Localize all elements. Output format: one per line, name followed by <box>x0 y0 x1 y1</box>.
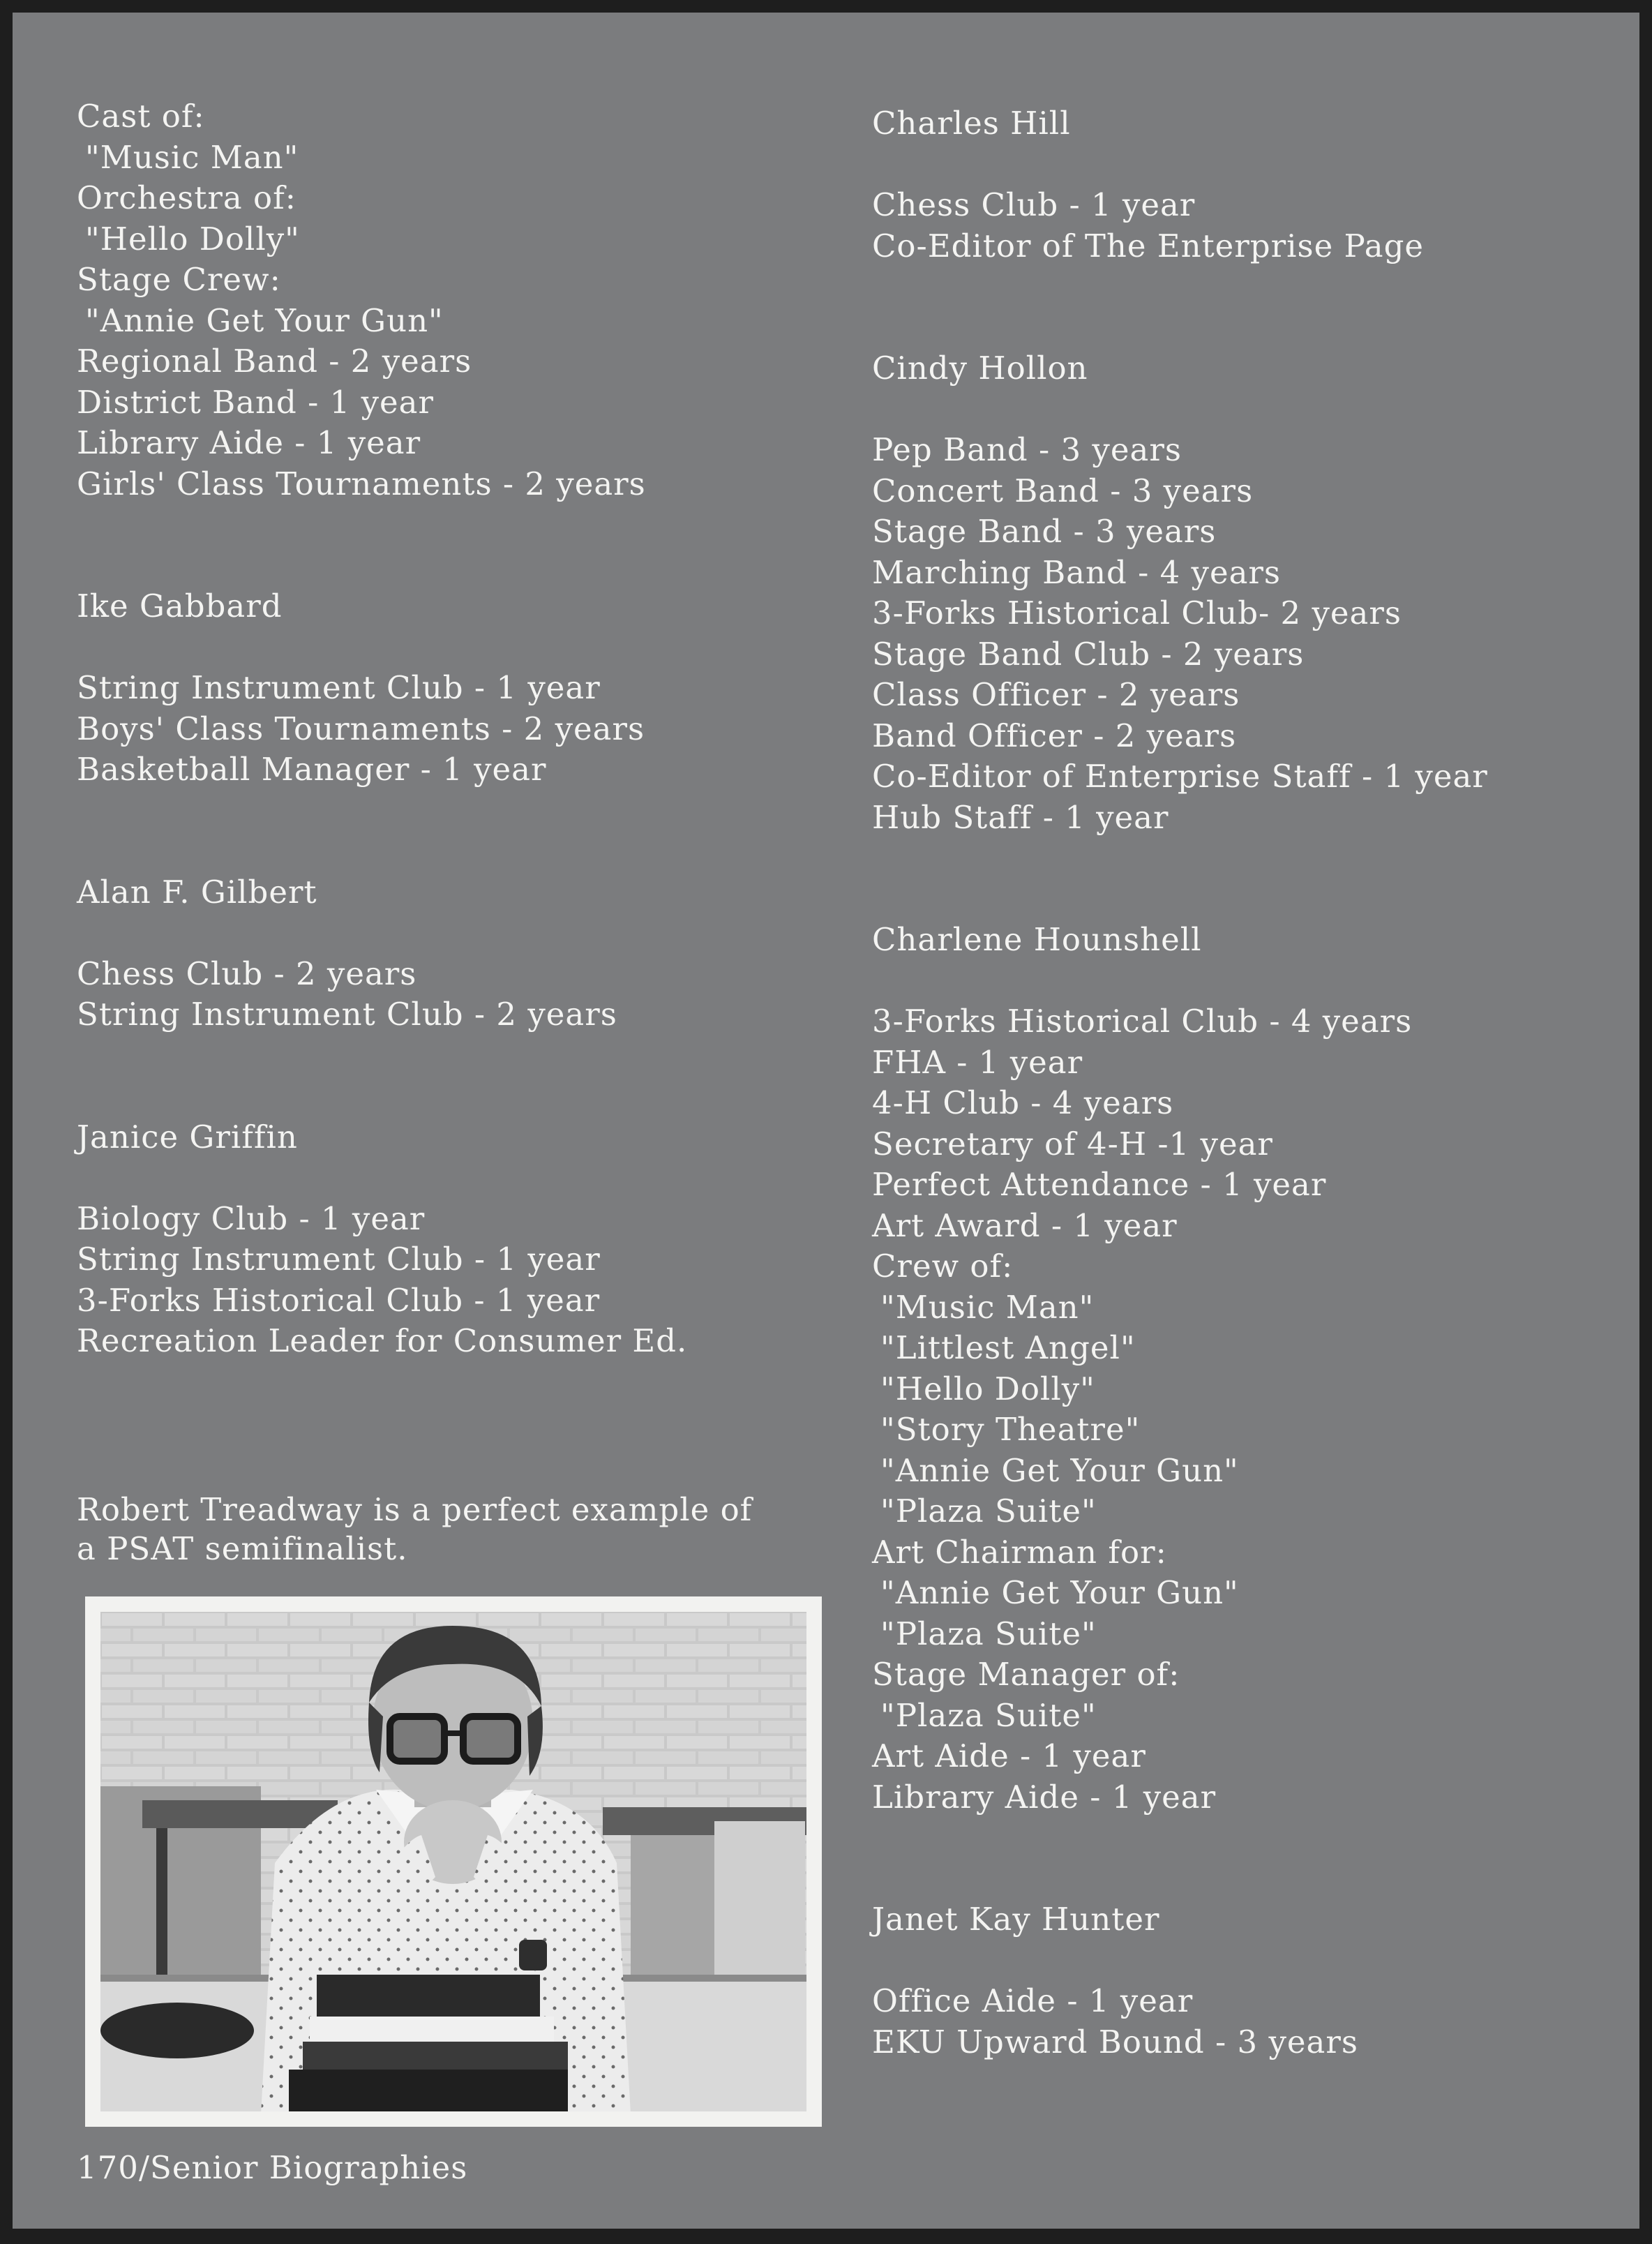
activity-line: Stage Crew: <box>77 261 281 298</box>
activity-line: "Annie Get Your Gun" <box>85 301 444 339</box>
activity-line: Stage Manager of: <box>872 1656 1180 1693</box>
senior-entry-hollon <box>872 348 1612 838</box>
activity-line: Hub Staff - 1 year <box>872 798 1169 836</box>
activity-line: FHA - 1 year <box>872 1043 1083 1081</box>
senior-name: Janice Griffin <box>77 1118 298 1155</box>
activity-line: "Littlest Angel" <box>880 1329 1136 1366</box>
activity-line: Boys' Class Tournaments - 2 years <box>77 710 645 747</box>
senior-name: Cindy Hollon <box>872 350 1088 387</box>
activity-line: 3-Forks Historical Club - 4 years <box>872 1003 1413 1040</box>
student-photo <box>85 1596 822 2127</box>
senior-entry-hounshell <box>872 920 1612 1818</box>
student-photo-illustration <box>100 1612 806 2111</box>
senior-entry-gabbard <box>77 586 851 791</box>
activity-line: Library Aide - 1 year <box>872 1778 1217 1816</box>
activity-line: Art Award - 1 year <box>872 1206 1178 1244</box>
senior-entry-griffin <box>77 1117 851 1362</box>
activity-line: Art Aide - 1 year <box>872 1737 1146 1774</box>
intro-activities <box>77 96 851 504</box>
activity-line: "Music Man" <box>85 138 299 176</box>
activity-line: "Annie Get Your Gun" <box>880 1451 1239 1489</box>
activity-line: Biology Club - 1 year <box>77 1199 426 1237</box>
left-column <box>77 96 851 1362</box>
activity-line: EKU Upward Bound - 3 years <box>872 2023 1358 2060</box>
activity-line: Class Officer - 2 years <box>872 676 1240 713</box>
activity-line: Stage Band Club - 2 years <box>872 635 1305 673</box>
activity-line: Library Aide - 1 year <box>77 424 421 461</box>
yearbook-page <box>13 13 1639 2229</box>
activity-line: "Hello Dolly" <box>880 1370 1095 1407</box>
activity-line: "Hello Dolly" <box>85 220 300 257</box>
activity-line: Orchestra of: <box>77 179 296 216</box>
activity-line: "Plaza Suite" <box>880 1493 1097 1529</box>
activity-line: District Band - 1 year <box>77 383 434 421</box>
activity-line: Chess Club - 2 years <box>77 955 417 992</box>
activity-line: Basketball Manager - 1 year <box>77 751 547 788</box>
activity-line: Concert Band - 3 years <box>872 472 1254 509</box>
senior-name: Charlene Hounshell <box>872 921 1202 958</box>
activity-line: Recreation Leader for Consumer Ed. <box>77 1322 688 1359</box>
senior-entry-hunter <box>872 1899 1612 2063</box>
senior-name: Alan F. Gilbert <box>77 873 317 911</box>
activity-line: Crew of: <box>872 1248 1014 1285</box>
activity-line: Regional Band - 2 years <box>77 343 472 380</box>
caption-line-1: Robert Treadway is a perfect example of <box>77 1491 753 1528</box>
activity-line: Marching Band - 4 years <box>872 553 1282 591</box>
activity-line: Pep Band - 3 years <box>872 431 1182 468</box>
right-column <box>872 103 1612 2063</box>
photo-caption <box>77 1490 858 1569</box>
activity-line: Office Aide - 1 year <box>872 1982 1194 2019</box>
activity-line: Perfect Attendance - 1 year <box>872 1166 1327 1203</box>
page-footer: 170/Senior Biographies <box>77 2149 468 2186</box>
activity-line: "Annie Get Your Gun" <box>880 1574 1239 1611</box>
activity-line: 3-Forks Historical Club - 1 year <box>77 1281 601 1319</box>
activity-line: String Instrument Club - 1 year <box>77 669 601 706</box>
activity-line: Secretary of 4-H -1 year <box>872 1125 1273 1162</box>
senior-name: Charles Hill <box>872 105 1071 142</box>
caption-line-2: a PSAT semifinalist. <box>77 1530 408 1567</box>
senior-name: Janet Kay Hunter <box>872 1901 1160 1938</box>
activity-line: Co-Editor of The Enterprise Page <box>872 227 1425 264</box>
activity-line: "Story Theatre" <box>880 1411 1141 1448</box>
activity-line: Co-Editor of Enterprise Staff - 1 year <box>872 758 1488 795</box>
activity-line: Art Chairman for: <box>872 1533 1167 1571</box>
senior-entry-hill <box>872 103 1612 267</box>
activity-line: Chess Club - 1 year <box>872 186 1196 223</box>
senior-entry-gilbert <box>77 872 851 1035</box>
activity-line: String Instrument Club - 2 years <box>77 996 617 1033</box>
activity-line: "Music Man" <box>880 1288 1095 1326</box>
activity-line: Stage Band - 3 years <box>872 513 1217 550</box>
activity-line: Band Officer - 2 years <box>872 717 1237 754</box>
activity-line: "Plaza Suite" <box>880 1696 1097 1734</box>
activity-line: 3-Forks Historical Club- 2 years <box>872 594 1402 631</box>
activity-line: Girls' Class Tournaments - 2 years <box>77 465 646 502</box>
activity-line: 4-H Club - 4 years <box>872 1084 1174 1121</box>
activity-line: String Instrument Club - 1 year <box>77 1241 601 1278</box>
activity-line: Cast of: <box>77 98 205 135</box>
photo-image <box>100 1612 806 2111</box>
activity-line: "Plaza Suite" <box>880 1615 1097 1652</box>
senior-name: Ike Gabbard <box>77 588 283 624</box>
